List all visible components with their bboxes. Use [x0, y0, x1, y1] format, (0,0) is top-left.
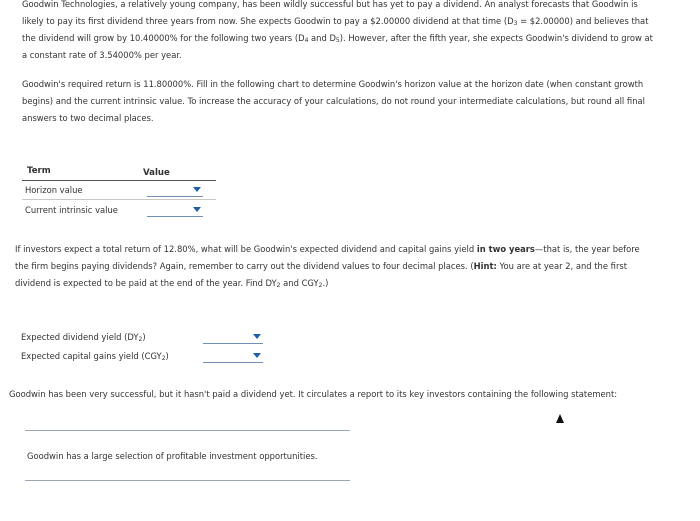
dividend-yield-dropdown[interactable] — [203, 333, 263, 344]
capital-gains-yield-dropdown[interactable] — [203, 352, 263, 363]
question2-line-2: the firm begins paying dividends? Again, remember to carry out the dividend values to four decimal places. (Hint: You are at year 2, and the first — [15, 261, 628, 271]
intro-line-1: Goodwin Technologies, a relatively young company, has been wildly successful but has yet to pay a dividend. An analyst forecasts that Goodwin is — [22, 0, 638, 9]
intro-line-4: a constant rate of 3.54000% per year. — [22, 50, 182, 60]
intro-line-2: likely to pay its first dividend three years from now. She expects Goodwin to pay a $2.00000 dividend at that time (D3 = $2.00000) and believes that — [22, 16, 649, 27]
instructions-line-1: Goodwin's required return is 11.80000%. Fill in the following chart to determine Goodwin's horizon value at the horizon date (when constant growth — [22, 79, 644, 89]
statement-top-rule — [25, 430, 350, 431]
instructions-line-2: begins) and the current intrinsic value. To increase the accuracy of your calculations, do not round your intermediate calculations, but round all final — [22, 96, 645, 106]
chevron-down-icon — [193, 187, 201, 192]
table1-row-divider — [22, 199, 216, 200]
chevron-down-icon — [253, 353, 261, 358]
statement-bottom-rule — [25, 480, 350, 481]
horizon-value-label: Horizon value — [25, 185, 83, 195]
statement-quote: Goodwin has a large selection of profitable investment opportunities. — [27, 451, 318, 461]
expected-capital-gains-yield-label: Expected capital gains yield (CGY2) — [21, 351, 169, 362]
current-intrinsic-value-dropdown[interactable] — [147, 206, 203, 217]
expected-dividend-yield-label: Expected dividend yield (DY2) — [21, 332, 146, 343]
horizon-value-dropdown[interactable] — [147, 186, 203, 197]
question2-line-3: dividend is expected to be paid at the end of the year. Find DY2 and CGY2.) — [15, 278, 329, 289]
intro-line-3: the dividend will grow by 10.40000% for the following two years (D4 and D5). However, after the fifth year, she expects Goodwin's dividend to grow at — [22, 33, 653, 44]
table1-header-term: Term — [27, 166, 51, 176]
mouse-cursor-icon — [556, 414, 564, 423]
question2-line-1: If investors expect a total return of 12.80%, what will be Goodwin's expected dividend and capital gains yield in two years—that is, the year before — [15, 244, 640, 254]
statement-text: Goodwin has been very successful, but it hasn't paid a dividend yet. It circulates a report to its key investors containing the following statement: — [9, 389, 618, 399]
current-intrinsic-value-label: Current intrinsic value — [25, 205, 118, 215]
table1-header-rule — [22, 180, 216, 181]
instructions-line-3: answers to two decimal places. — [22, 113, 154, 123]
table1-header-value: Value — [143, 168, 170, 178]
chevron-down-icon — [253, 334, 261, 339]
chevron-down-icon — [193, 207, 201, 212]
